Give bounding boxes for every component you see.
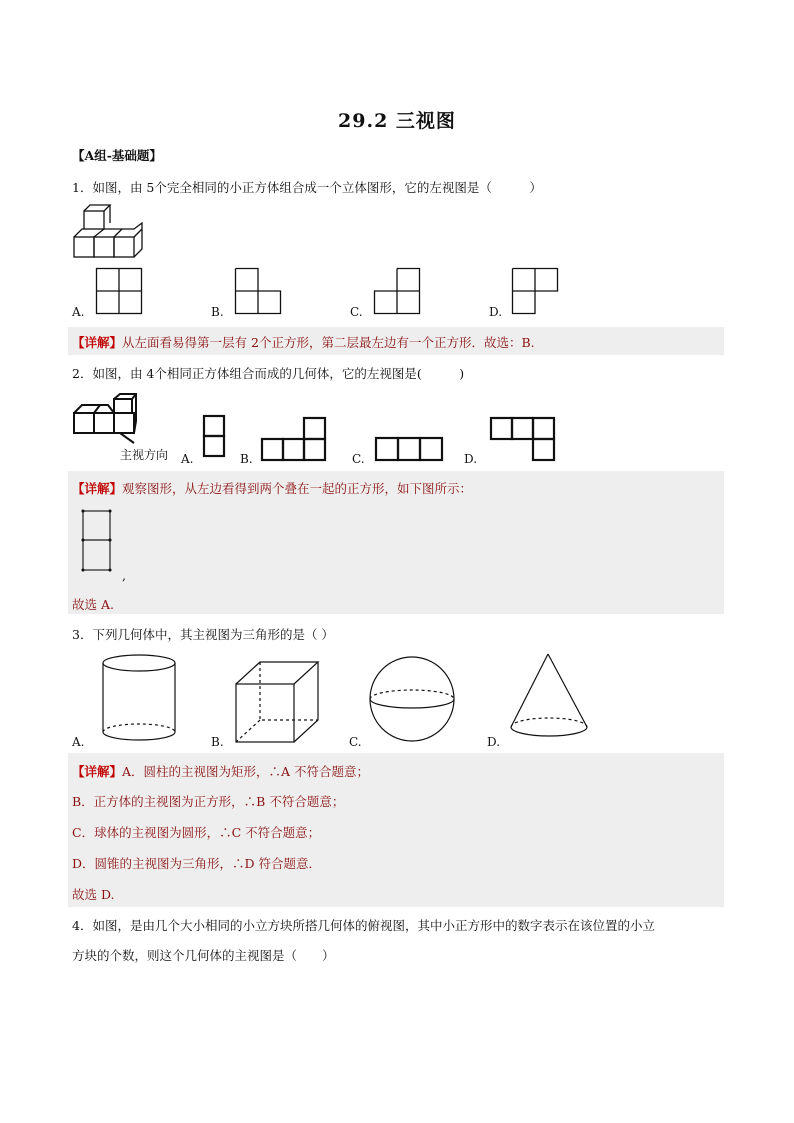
q1-option-c-figure[interactable] xyxy=(374,268,420,314)
q3-option-a-label[interactable]: A. xyxy=(72,735,85,749)
q1-option-c-label[interactable]: C. xyxy=(350,305,363,319)
q3-option-b-cube[interactable] xyxy=(234,660,322,746)
q2-option-a-label[interactable]: A. xyxy=(181,452,194,466)
question-4-stem-line-2: 方块的个数，则这个几何体的主视图是（ ） xyxy=(72,948,335,963)
q3-detail-line-1 xyxy=(72,762,369,780)
q2-caption: 主视方向 xyxy=(120,448,169,462)
q3-conclusion: 故选 D. xyxy=(72,887,115,902)
q1-option-b-figure[interactable] xyxy=(235,268,281,314)
q2-option-c-label[interactable]: C. xyxy=(352,452,365,466)
q3-detail-tag: 【详解】 xyxy=(72,764,123,779)
q1-detail-tag: 【详解】 xyxy=(72,335,123,350)
q3-option-c-sphere[interactable] xyxy=(368,655,458,745)
q3-detail-line-4: D．圆锥的主视图为三角形，∴D 符合题意． xyxy=(72,856,322,871)
q2-solution-figure xyxy=(82,510,112,574)
q1-solid-figure xyxy=(72,203,144,261)
q2-option-b-figure[interactable] xyxy=(260,417,330,463)
q3-detail-line-2: B．正方体的主视图为正方形，∴B 不符合题意； xyxy=(72,794,345,809)
q2-detail-text: 观察图形，从左边看得到两个叠在一起的正方形，如下图所示： xyxy=(122,481,473,496)
q3-detail-text-a: A．圆柱的主视图为矩形，∴A 不符合题意； xyxy=(122,764,370,779)
q2-comma: , xyxy=(122,568,126,583)
q1-detail xyxy=(72,333,535,351)
question-1-stem: 1．如图，由 5个完全相同的小正方体组合成一个立体图形，它的左视图是（ ） xyxy=(72,180,542,195)
q1-option-d-label[interactable]: D. xyxy=(489,305,503,319)
q2-detail xyxy=(72,479,472,497)
q1-detail-text: 从左面看易得第一层有 2个正方形，第二层最左边有一个正方形．故选：B. xyxy=(122,335,535,350)
page-title: 29.2 三视图 xyxy=(338,110,456,132)
question-4-stem-line-1: 4．如图，是由几个大小相同的小立方块所搭几何体的俯视图，其中小正方形中的数字表示在该位置的小立 xyxy=(72,918,655,933)
q2-solid-figure xyxy=(72,393,142,443)
q2-option-c-figure[interactable] xyxy=(375,437,447,463)
q1-option-d-figure[interactable] xyxy=(512,268,558,314)
q3-detail-line-3: C．球体的主视图为圆形，∴C 不符合题意； xyxy=(72,825,321,840)
q1-option-a-figure[interactable] xyxy=(96,268,142,314)
q3-option-a-cylinder[interactable] xyxy=(100,653,180,745)
question-2-stem: 2．如图，由 4个相同正方体组合而成的几何体，它的左视图是( ) xyxy=(72,366,465,381)
question-3-stem: 3．下列几何体中，其主视图为三角形的是（ ） xyxy=(72,627,334,642)
q2-option-b-label[interactable]: B. xyxy=(240,452,253,466)
section-heading: 【A组-基础题】 xyxy=(72,148,162,163)
q2-option-d-label[interactable]: D. xyxy=(464,452,478,466)
q1-option-a-label[interactable]: A. xyxy=(72,305,85,319)
q3-option-d-label[interactable]: D. xyxy=(487,735,501,749)
q3-option-c-label[interactable]: C. xyxy=(349,735,362,749)
q1-option-b-label[interactable]: B. xyxy=(211,305,224,319)
q2-detail-tag: 【详解】 xyxy=(72,481,123,496)
q2-option-d-figure[interactable] xyxy=(489,417,559,463)
q2-option-a-figure[interactable] xyxy=(203,415,227,461)
q3-option-b-label[interactable]: B. xyxy=(211,735,224,749)
q3-option-d-cone[interactable] xyxy=(508,652,592,740)
q2-conclusion: 故选 A. xyxy=(72,597,114,612)
